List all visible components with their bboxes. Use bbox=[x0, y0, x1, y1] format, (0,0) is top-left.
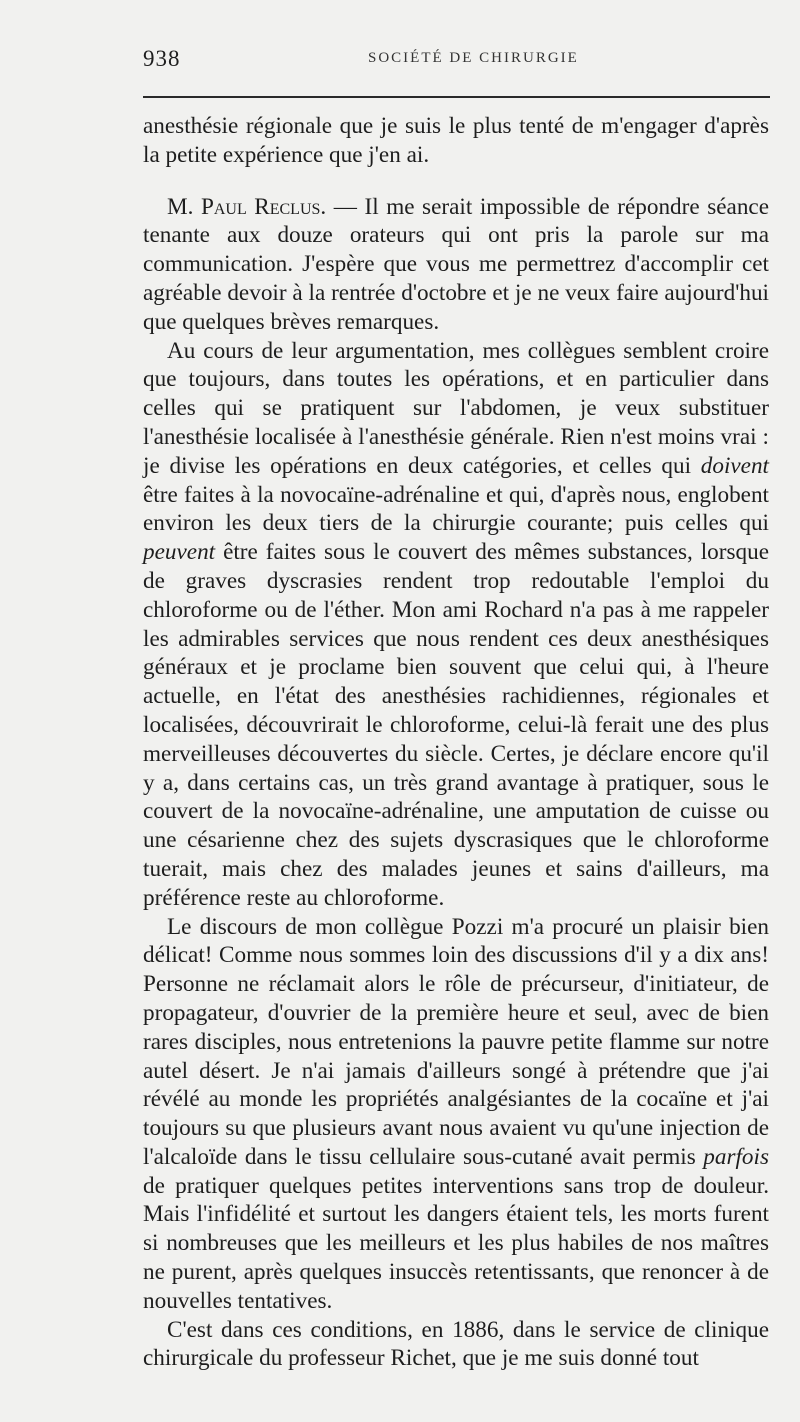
emphasis-peuvent: peuvent bbox=[143, 539, 216, 566]
paragraph-2-text: — Il me serait impossible de répondre séance tenante aux douze orateurs qui ont pris la parole sur ma communication. J'espère que vous me permettrez d'accomplir cet agréable devoir à la rentrée d'octobre et je ne veux faire aujourd'hui que quelques brèves remarques. bbox=[143, 193, 769, 335]
paragraph-3-part-c: être faites sous le couvert des mêmes substances, lorsque de graves dyscrasies rendent trop redoutable l'emploi du chloroforme ou de l'éther. Mon ami Rochard n'a pas à me rappeler les admirables services que nous rendent ces deux anesthésiques généraux et je proclame bien souvent que celui qui, à l'heure actuelle, en l'état des anesthésies rachidiennes, régionales et localisées, découvrirait le chloroforme, celui-là ferait une des plus merveilleuses découvertes du siècle. Certes, je déclare encore qu'il y a, dans certains cas, un très grand avantage à pratiquer, sous le couvert de la novocaïne-adrénaline, une amputation de cuisse ou une césarienne chez des sujets dyscrasiques que le chloroforme tuerait, mais chez des malades jeunes et sains d'ailleurs, ma préférence reste au chloroforme. bbox=[143, 539, 769, 911]
emphasis-doivent: doivent bbox=[700, 452, 769, 479]
paragraph-4 bbox=[143, 913, 769, 1316]
emphasis-parfois: parfois bbox=[703, 1143, 769, 1170]
page-number: 938 bbox=[143, 46, 181, 71]
paragraph-5 bbox=[143, 1316, 769, 1374]
page-header bbox=[143, 46, 770, 76]
paragraph-3 bbox=[143, 337, 769, 913]
speaker-name: M. Paul Reclus. bbox=[167, 193, 327, 220]
paragraph-5-text: C'est dans ces conditions, en 1886, dans le service de clinique chirurgicale du professeur Richet, que je me suis donné tout bbox=[143, 1316, 769, 1372]
paragraph-1-text: anesthésie régionale que je suis le plus tenté de m'engager d'après la petite expérience que j'en ai. bbox=[143, 113, 769, 168]
paragraph-2 bbox=[143, 193, 769, 337]
body-text bbox=[143, 112, 769, 1373]
paragraph-3-part-a: Au cours de leur argumentation, mes collègues semblent croire que toujours, dans toutes les opérations, et en particulier dans celles qui se pratiquent sur l'abdomen, je veux substituer l'anesthésie localisée à l'anesthésie générale. Rien n'est moins vrai : je divise les opérations en deux catégories, et celles qui bbox=[143, 337, 769, 479]
header-rule bbox=[143, 96, 770, 98]
paragraph-4-part-b: de pratiquer quelques petites interventions sans trop de douleur. Mais l'infidélité et surtout les dangers étaient tels, les morts furent si nombreuses que les meilleurs et les plus habiles de nos maîtres ne purent, après quelques insuccès retentissants, que renoncer à de nouvelles tentatives. bbox=[143, 1172, 769, 1314]
paragraph-1 bbox=[143, 112, 769, 170]
running-title: SOCIÉTÉ DE CHIRURGIE bbox=[368, 50, 579, 66]
paragraph-4-part-a: Le discours de mon collègue Pozzi m'a procuré un plaisir bien délicat! Comme nous sommes loin des discussions d'il y a dix ans! Personne ne réclamait alors le rôle de précurseur, d'initiateur, de propagateur, d'ouvrier de la première heure et seul, avec de bien rares disciples, nous entretenions la pauvre petite flamme sur notre autel désert. Je n'ai jamais d'ailleurs songé à prétendre que j'ai révélé au monde les propriétés analgésiantes de la cocaïne et j'ai toujours su que plusieurs avant nous avaient vu qu'une injection de l'alcaloïde dans le tissu cellulaire sous-cutané avait permis bbox=[143, 913, 769, 1170]
paragraph-3-part-b: être faites à la novocaïne-adrénaline et qui, d'après nous, englobent environ les deux tiers de la chirurgie courante; puis celles qui bbox=[143, 481, 769, 537]
